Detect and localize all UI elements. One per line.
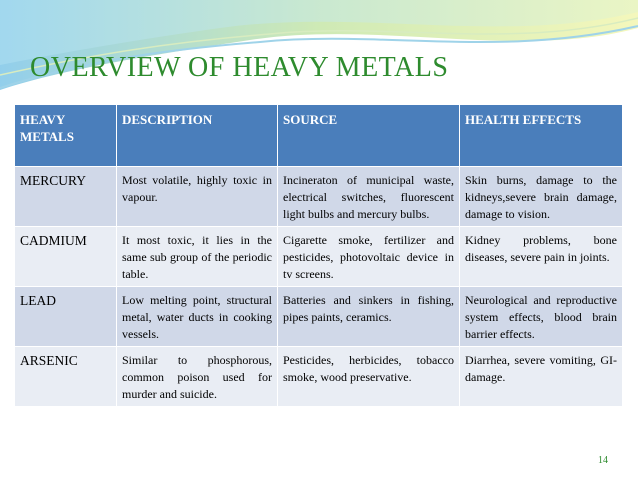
cell-description: Low melting point, structural metal, water ducts in cooking vessels.	[117, 287, 278, 347]
table-row-lead	[15, 287, 623, 347]
cell-source: Pesticides, herbicides, tobacco smoke, wood preservative.	[278, 347, 460, 407]
table-row-mercury	[15, 167, 623, 227]
cell-metal: CADMIUM	[15, 227, 117, 287]
cell-source: Batteries and sinkers in fishing, pipes paints, ceramics.	[278, 287, 460, 347]
cell-description: It most toxic, it lies in the same sub group of the periodic table.	[117, 227, 278, 287]
cell-source: Cigarette smoke, fertilizer and pesticides, photovoltaic device in tv screens.	[278, 227, 460, 287]
header-description: DESCRIPTION	[117, 105, 278, 167]
cell-source: Incineraton of municipal waste, electrical switches, fluorescent light bulbs and mercury bulbs.	[278, 167, 460, 227]
cell-description: Most volatile, highly toxic in vapour.	[117, 167, 278, 227]
cell-health-effects: Skin burns, damage to the kidneys,severe brain damage, damage to vision.	[460, 167, 623, 227]
table-row-cadmium	[15, 227, 623, 287]
cell-health-effects: Kidney problems, bone diseases, severe pain in joints.	[460, 227, 623, 287]
cell-metal: LEAD	[15, 287, 117, 347]
cell-description: Similar to phosphorous, common poison used for murder and suicide.	[117, 347, 278, 407]
page-number: 14	[598, 455, 608, 466]
table-row-arsenic	[15, 347, 623, 407]
header-heavy-metals: HEAVY METALS	[15, 105, 117, 167]
heavy-metals-table	[14, 104, 623, 407]
cell-metal: ARSENIC	[15, 347, 117, 407]
cell-health-effects: Neurological and reproductive system effects, blood brain barrier effects.	[460, 287, 623, 347]
cell-health-effects: Diarrhea, severe vomiting, GI-damage.	[460, 347, 623, 407]
cell-metal: MERCURY	[15, 167, 117, 227]
table-header-row	[15, 105, 623, 167]
header-source: SOURCE	[278, 105, 460, 167]
slide-title: OVERVIEW OF HEAVY METALS	[30, 52, 449, 83]
header-health-effects: HEALTH EFFECTS	[460, 105, 623, 167]
